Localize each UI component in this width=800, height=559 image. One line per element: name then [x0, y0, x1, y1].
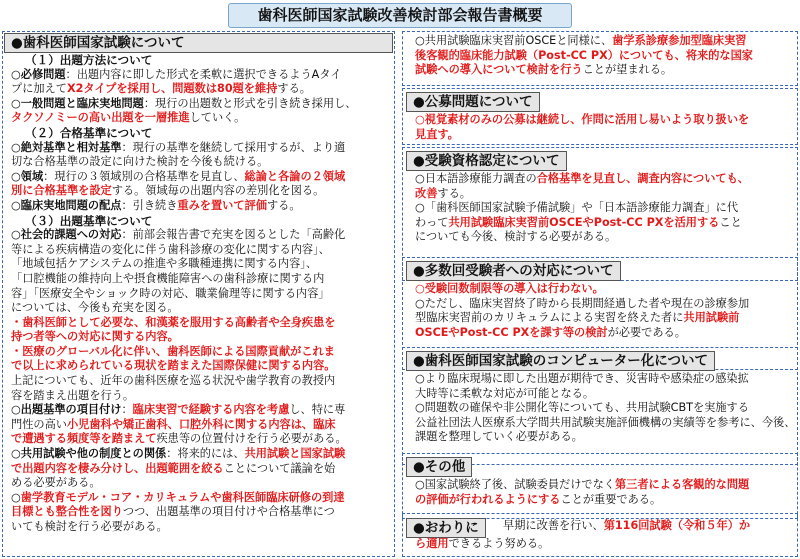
- left-column: [2, 31, 395, 557]
- text-line: 容を踏まえ出題を行う。: [11, 388, 135, 402]
- text-line: 見直す。: [415, 127, 459, 141]
- subheading-question-method: （１）出題方法について: [25, 53, 153, 67]
- text-line: ○臨床実地問題の配点：引き続き重みを置いて評価する。: [11, 198, 301, 212]
- text-line: で出題内容を棲み分けし、出題範囲を絞ることについて議論を始: [11, 461, 336, 475]
- text-line: 別に合格基準を設定する。領域毎の出題内容の差別化を図る。: [11, 184, 325, 198]
- section-eligibility: ●受験資格認定について: [406, 151, 567, 171]
- text-line: 課題を整理していく必要がある。: [415, 430, 583, 444]
- text-line: 門性の高い小児歯科や矯正歯科、口腔外科に関する内容は、臨床: [11, 417, 336, 431]
- text-line: ・歯科医師として必要な、和漢薬を服用する高齢者や全身疾患を: [11, 315, 336, 329]
- text-line: ○受験回数制限等の導入は行わない。: [415, 282, 604, 295]
- section-public-questions: ●公募問題について: [406, 92, 540, 112]
- text-line: ○共用試験臨床実習前OSCEと同様に、歯学系診療参加型臨床実習: [415, 34, 747, 47]
- subheading-question-criteria: （３）出題基準について: [25, 213, 153, 228]
- osce-block: [402, 31, 798, 86]
- text-line: 切な合格基準の設定に向けた検討を今後も続ける。: [11, 155, 269, 169]
- text-line: ○視覚素材のみの公募は継続し、作問に活用し易いよう取り扱いを: [415, 113, 750, 126]
- text-line: ら適用できるよう努める。: [415, 537, 550, 550]
- text-line: ○歯学教育モデル・コア・カリキュラムや歯科医師臨床研修の到達: [11, 490, 345, 504]
- text-line: 型臨床実習前のカリキュラムによる実習を終えた者に共用試験前: [415, 311, 740, 325]
- text-line: ○「歯科医師国家試験予備試験」や「日本語診療能力調査」に代: [415, 201, 739, 215]
- text-line: 早期に改善を行い、第116回試験（令和５年）か: [503, 519, 751, 532]
- text-line: 上記についても、近年の歯科医療を巡る状況や歯学教育の教授内: [11, 374, 336, 388]
- text-line: 大時等に柔軟な対応が可能となる。: [415, 386, 595, 400]
- text-line: 「地域包括ケアシステムの推進や多職種連携に関する内容」、: [11, 257, 318, 271]
- text-line: ○国家試験終了後、試験委員だけでなく第三者による客観的な問題: [415, 478, 750, 491]
- conclusion-block: [402, 513, 798, 557]
- text-line: ○一般問題と臨床実地問題：現行の出題数と形式を引き続き採用し、: [11, 96, 357, 110]
- public-questions-block: [402, 88, 798, 145]
- text-line: の評価が行われるようにすることが重要である。: [415, 492, 662, 506]
- others-block: [402, 453, 798, 519]
- text-line: ○日本語診療能力調査の合格基準を見直し、調査内容についても、: [415, 172, 749, 185]
- section-computerization: ●歯科医師国家試験のコンピューター化について: [406, 351, 715, 371]
- subheading-pass-criteria: （２）合格基準について: [25, 125, 153, 140]
- text-line: タクソノミーの高い出題を一層推進していく。: [11, 111, 246, 125]
- text-line: ○ただし、臨床実習終了時から長期間経過した者や現在の診療参加: [415, 296, 750, 310]
- section-conclusion: ●おわりに: [406, 518, 486, 538]
- text-line: わって共用試験臨床実習前OSCEやPost-CC PXを活用すること: [415, 215, 742, 229]
- text-line: 後客観的臨床能力試験（Post-CC PX）についても、将来的な国家: [415, 48, 753, 62]
- text-line: いても検討を行う必要がある。: [11, 520, 168, 533]
- text-line: 持つ者等への対応に関する内容。: [11, 330, 179, 344]
- text-line: で遭遇する頻度等を踏まえて疾患等の位置付けを行う必要がある。: [11, 432, 347, 446]
- text-line: 改善する。: [415, 186, 471, 200]
- section-repeat-examinees: ●多数回受験者への対応について: [406, 261, 621, 281]
- text-line: OSCEやPost-CC PXを課す等の検討が必要である。: [415, 325, 686, 339]
- page-title: 歯科医師国家試験改善検討部会報告書概要: [228, 3, 572, 28]
- text-line: については、今後も充実を図る。: [11, 301, 179, 315]
- text-line: める必要がある。: [11, 476, 101, 490]
- text-line: ○領域：現行の３領域別の合格基準を見直し、総論と各論の２領域: [11, 169, 346, 183]
- text-line: 容」「医療安全やショック時の対応、職業倫理等に関する内容」: [11, 286, 330, 300]
- section-national-exam: ●歯科医師国家試験について: [4, 33, 393, 53]
- text-line: 公益社団法人医療系大学間共用試験実施評価機構の実績等を参考に、今後、: [415, 415, 795, 429]
- section-others: ●その他: [406, 457, 472, 477]
- text-line: 「口腔機能の維持向上や摂食機能障害への歯科診療に関する内: [11, 271, 325, 285]
- text-line: ○問題数の確保や非公開化等についても、共用試験CBTを実施する: [415, 401, 749, 415]
- text-line: で以上に求められている現状を踏まえた国際保健に関する内容。: [11, 359, 336, 373]
- text-line: ○共用試験や他の制度との関係：将来的には、共用試験と国家試験: [11, 447, 346, 461]
- computerization-block: [402, 347, 798, 465]
- text-line: ○出題基準の項目付け：臨床実習で経験する内容を考慮し、特に専: [11, 403, 346, 417]
- right-column: [402, 31, 798, 557]
- text-line: ・医療のグローバル化に伴い、歯科医師による国際貢献がこれま: [11, 344, 335, 358]
- text-line: ○必修問題：出題内容に即した形式を柔軟に選択できるようAタイ: [11, 67, 342, 81]
- text-line: 等による疾病構造の変化に伴う歯科診療の変化に関する内容」、: [11, 242, 330, 256]
- text-line: についても今後、検討する必要がある。: [415, 230, 617, 244]
- text-line: ○社会的課題への対応：前部会報告書で充実を図るとした「高齢化: [11, 228, 346, 242]
- text-line: ○より臨床現場に即した出題が期待でき、災害時や感染症の感染拡: [415, 372, 749, 385]
- text-line: ○絶対基準と相対基準：現行の基準を継続して採用するが、より適: [11, 140, 346, 154]
- text-line: プに加えてX2タイプを採用し、問題数は80題を維持する。: [11, 82, 311, 96]
- text-line: 目標とも整合性を図りつつ、出題基準の項目付けや合格基準につ: [11, 505, 335, 519]
- text-line: 試験への導入について検討を行うことが望まれる。: [415, 63, 673, 77]
